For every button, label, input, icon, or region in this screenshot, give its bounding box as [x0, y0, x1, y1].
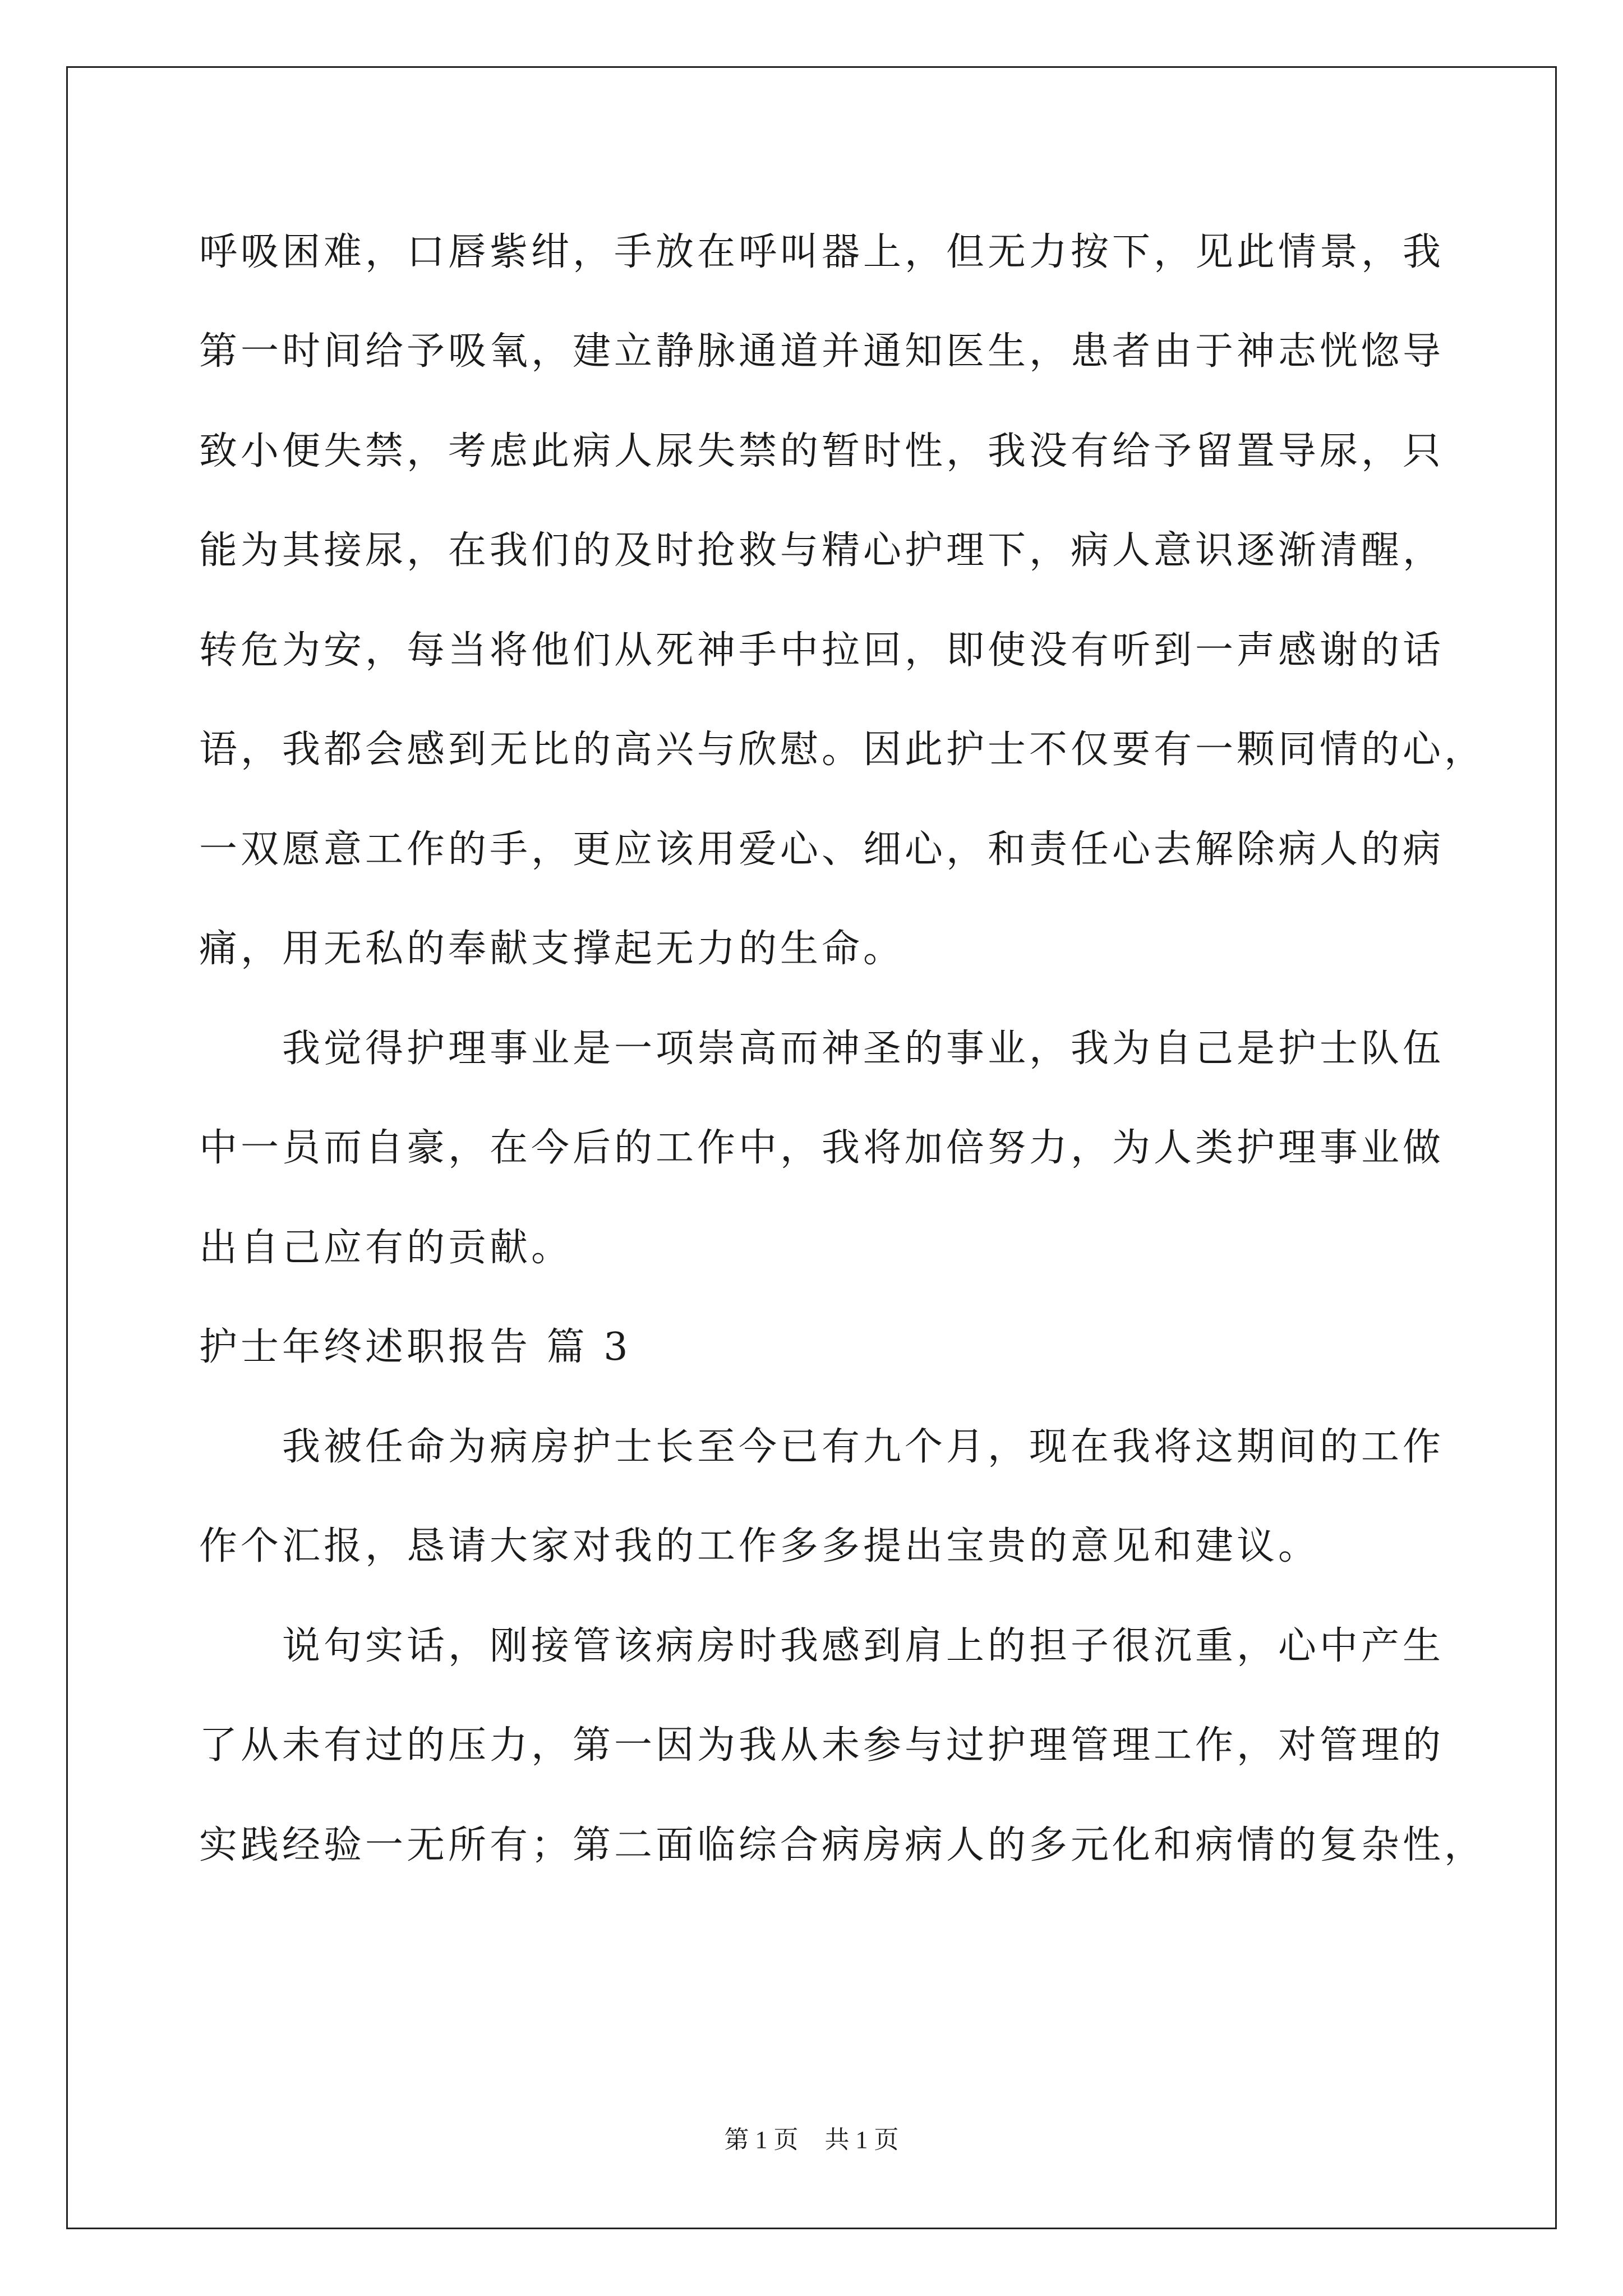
body-line: 呼吸困难，口唇紫绀，手放在呼叫器上，但无力按下，见此情景，我	[199, 230, 1445, 274]
body-line: 第一时间给予吸氧，建立静脉通道并通知医生，患者由于神志恍惚导	[199, 329, 1445, 374]
body-line: 能为其接尿，在我们的及时抢救与精心护理下，病人意识逐渐清醒，	[199, 528, 1445, 573]
paragraph-first-line: 说句实话，刚接管该病房时我感到肩上的担子很沉重，心中产生	[282, 1624, 1445, 1668]
section-heading: 护士年终述职报告 篇 3	[199, 1325, 631, 1369]
body-line: 转危为安，每当将他们从死神手中拉回，即使没有听到一声感谢的话	[199, 628, 1445, 673]
body-line: 实践经验一无所有；第二面临综合病房病人的多元化和病情的复杂性，	[199, 1823, 1486, 1867]
paragraph-first-line: 我被任命为病房护士长至今已有九个月，现在我将这期间的工作	[282, 1425, 1445, 1469]
body-line: 一双愿意工作的手，更应该用爱心、细心，和责任心去解除病人的病	[199, 827, 1445, 872]
body-line: 语，我都会感到无比的高兴与欣慰。因此护士不仅要有一颗同情的心，	[199, 728, 1486, 772]
paragraph-first-line: 我觉得护理事业是一项崇高而神圣的事业，我为自己是护士队伍	[282, 1027, 1445, 1071]
body-line: 出自己应有的贡献。	[199, 1226, 573, 1270]
page-footer	[0, 2123, 1623, 2157]
body-line: 痛，用无私的奉献支撑起无力的生命。	[199, 927, 905, 971]
body-line: 致小便失禁，考虑此病人尿失禁的暂时性，我没有给予留置导尿，只	[199, 429, 1445, 473]
body-line: 了从未有过的压力，第一因为我从未参与过护理管理工作，对管理的	[199, 1723, 1445, 1768]
body-line: 中一员而自豪，在今后的工作中，我将加倍努力，为人类护理事业做	[199, 1126, 1445, 1170]
page-total: 共 1 页	[824, 2126, 899, 2154]
body-line: 作个汇报，恳请大家对我的工作多多提出宝贵的意见和建议。	[199, 1524, 1320, 1568]
page-number: 第 1 页	[724, 2126, 799, 2154]
